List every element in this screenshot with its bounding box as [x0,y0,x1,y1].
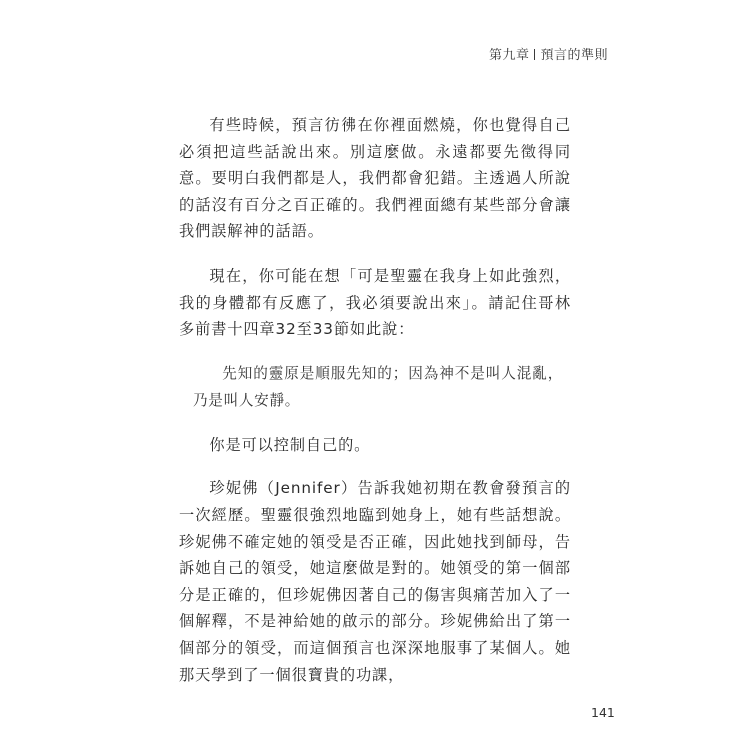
page-number: 141 [591,705,615,720]
chapter-title: 預言的準則 [540,48,608,63]
header-divider [534,49,535,60]
scripture-quote: 先知的靈原是順服先知的；因為神不是叫人混亂，乃是叫人安靜。 [193,364,563,409]
paragraph-3: 你是可以控制自己的。 [209,435,371,454]
paragraph-4: 珍妮佛（Jennifer）告訴我她初期在教會發預言的一次經歷。聖靈很強烈地臨到她身上，她有些話想說。珍妮佛不確定她的領受是否正確，因此她找到師母，告訴她自己的領受，她這麼做是對的。她領受的第一個部分是正確的，但珍妮佛因著自己的傷害與痛苦加入了一個解釋，不是神給她的啟示的部分。珍妮佛給出了第一個部分的領受，而這個預言也深深地服事了某個人。她那天學到了一個很寶貴的功課， [179,479,571,684]
paragraph-1: 有些時候，預言彷彿在你裡面燃燒，你也覺得自己必須把這些話說出來。別這麼做。永遠都要先徵得同意。要明白我們都是人，我們都會犯錯。主透過人所說的話沒有百分之百正確的。我們裡面總有某些部分會讓我們誤解神的話語。 [179,116,571,241]
paragraph-2: 現在，你可能在想「可是聖靈在我身上如此強烈，我的身體都有反應了，我必須要說出來」。請記住哥林多前書十四章32至33節如此說： [179,266,571,339]
chapter-label: 第九章 [488,48,530,63]
body-text [179,112,571,688]
running-head [489,44,608,63]
